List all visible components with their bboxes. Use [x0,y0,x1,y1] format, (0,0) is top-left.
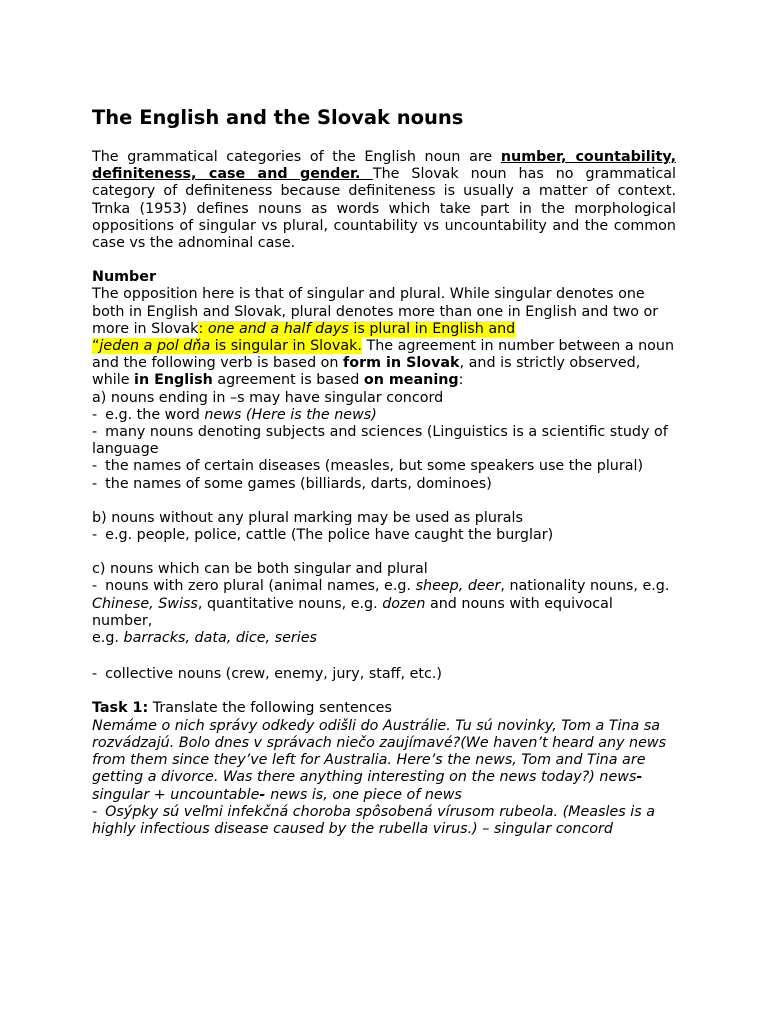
noun-categories: number, countability, definiteness, case and gender. [92,149,676,183]
list-item: - collective nouns (crew, enemy, jury, staff, etc.) [92,666,442,683]
task-sentence: - Osýpky sú veľmi infekčná choroba spôsobená vírusom rubeola. (Measles is a highly infectious disease caused by the rubella virus.) – singular concord [92,803,655,837]
task-sentence: Nemáme o nich správy odkedy odišli do Austrálie. Tu sú novinky, Tom a Tina sa [92,717,661,734]
document-page [92,104,676,838]
document-title: The English and the Slovak nouns [92,106,464,129]
list-heading-a: a) nouns ending in –s may have singular concord [92,389,444,406]
list-item: - nouns with zero plural (animal names, e.g. sheep, deer, nationality nouns, e.g. Chinese, Swiss, quantitative nouns, e.g. dozen and nouns with equivocal number, e.g. barracks, data, dice, series [92,578,670,647]
task-heading: Task 1: Translate the following sentences [92,700,392,717]
number-heading: Number [92,269,157,286]
list-item: - the names of some games (billiards, darts, dominoes) [92,475,492,492]
list-item: - the names of certain diseases (measles, but some speakers use the plural) [92,458,644,475]
number-paragraph: The opposition here is that of singular and plural. While singular denotes one both in English and Slovak, plural denotes more than one in English and two or more in Slovak: one and a half days is plural in English and “jeden a pol dňa is singular in Slovak. The agreement in number between a noun and the following verb is based on form in Slovak, and is strictly observed, while in English agreement is based on meaning: [92,286,675,389]
list-heading-b: b) nouns without any plural marking may be used as plurals [92,509,523,526]
list-item: - e.g. the word news (Here is the news) [92,406,377,423]
task-sentence: rozvádzajú. Bolo dnes v správach niečo zaujímavé?(We haven’t heard any news from them since they’ve left for Australia. Here’s the news, Tom and Tina are getting a divorce. Was there anything interesting on the news today?) news- singular + uncountable- news is, one piece of news [92,734,667,803]
list-item: - many nouns denoting subjects and sciences (Linguistics is a scientific study of language [92,424,668,458]
highlight: “jeden a pol dňa is singular in Slovak. [92,338,362,355]
intro-paragraph: The grammatical categories of the English noun are number, countability, definiteness, case and gender. The Slovak noun has no grammatical category of definiteness because definiteness is usually a matter of context. Trnka (1953) defines nouns as words which take part in the morphological oppositions of singular vs plural, countability vs uncountability and the common case vs the adnominal case. [92,149,676,252]
highlight: : one and a half days is plural in English and [198,320,516,337]
list-heading-c: c) nouns which can be both singular and plural [92,561,428,578]
list-item: - e.g. people, police, cattle (The police have caught the burglar) [92,527,554,544]
